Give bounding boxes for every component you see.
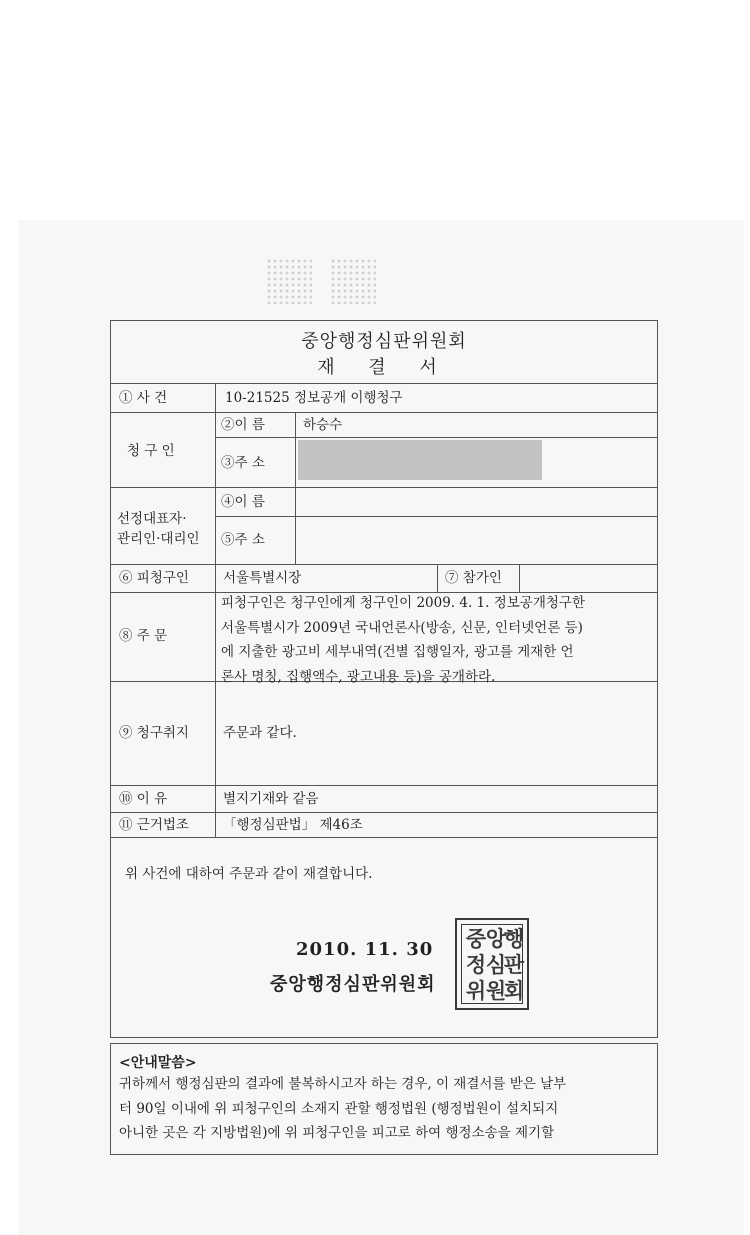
perforation-mark — [330, 258, 376, 304]
claimant-name-value: 하승수 — [303, 417, 343, 433]
decision-statement: 위 사건에 대하여 주문과 같이 재결합니다. — [125, 866, 373, 882]
notice-line: 터 90일 이내에 위 피청구인의 소재지 관할 행정법원 (행정법원이 설치되지 — [119, 1100, 559, 1117]
claimant-label: 청 구 인 — [127, 443, 175, 459]
claimant-address-label: ③주 소 — [221, 455, 265, 471]
decision-date: 2010. 11. 30 — [296, 939, 434, 960]
reason-label: ⑩ 이 유 — [119, 791, 168, 807]
column-divider — [519, 564, 520, 592]
perforation-mark — [266, 258, 312, 304]
row-divider — [111, 564, 657, 565]
row-divider — [111, 837, 657, 838]
row-divider — [215, 516, 657, 517]
org-title: 중앙행정심판위원회 — [301, 331, 467, 352]
redacted-address — [298, 440, 542, 480]
case-value: 10-21525 정보공개 이행청구 — [225, 390, 403, 406]
row-divider — [111, 785, 657, 786]
reason-value: 별지기재와 같음 — [223, 791, 319, 807]
notice-line: 아니한 곳은 각 지방법원)에 위 피청구인을 피고로 하여 행정소송을 제기할 — [119, 1125, 555, 1141]
row-divider — [215, 437, 657, 438]
notice-box — [110, 1043, 658, 1155]
order-line: 피청구인은 청구인에게 청구인이 2009. 4. 1. 정보공개청구한 — [221, 595, 586, 611]
signer-name: 중앙행정심판위원회 — [270, 974, 436, 995]
participant-label: ⑦ 참가인 — [445, 570, 502, 586]
order-line: 론사 명칭, 집행액수, 광고내용 등)을 공개하라. — [221, 668, 496, 685]
form-header — [111, 321, 657, 383]
order-line: 서울특별시가 2009년 국내언론사(방송, 신문, 인터넷언론 등) — [221, 619, 583, 636]
order-line: 에 지출한 광고비 세부내역(건별 집행일자, 광고를 게재한 언 — [221, 644, 574, 660]
representative-address-label: ⑤주 소 — [221, 532, 265, 548]
case-label: ① 사 건 — [119, 390, 168, 406]
representative-label-line2: 관리인·대리인 — [117, 531, 200, 547]
representative-name-label: ④이 름 — [221, 494, 265, 510]
respondent-value: 서울특별시장 — [223, 570, 302, 586]
row-divider — [111, 487, 657, 488]
official-seal: 중 앙 행 정 심 판 위 원 회 — [455, 918, 529, 1010]
notice-body — [119, 1072, 566, 1146]
representative-label-line1: 선정대표자· — [117, 511, 187, 527]
order-label: ⑧ 주 문 — [119, 628, 168, 644]
decision-form — [110, 320, 658, 1038]
claim-purpose-label: ⑨ 청구취지 — [119, 725, 189, 741]
document-title: 재 결 서 — [317, 357, 451, 378]
column-divider — [215, 383, 216, 837]
notice-line: 귀하께서 행정심판의 결과에 불복하시고자 하는 경우, 이 재결서를 받은 날부 — [119, 1076, 567, 1092]
legal-basis-label: ⑪ 근거법조 — [119, 817, 189, 833]
order-text — [221, 591, 585, 689]
row-divider — [111, 383, 657, 384]
claim-purpose-value: 주문과 같다. — [223, 725, 297, 741]
column-divider — [437, 564, 438, 592]
row-divider — [111, 412, 657, 413]
respondent-label: ⑥ 피청구인 — [119, 570, 189, 586]
notice-heading: <안내말씀> — [119, 1055, 197, 1071]
legal-basis-value: 「행정심판법」 제46조 — [223, 817, 363, 833]
row-divider — [111, 812, 657, 813]
column-divider — [295, 412, 296, 564]
claimant-name-label: ②이 름 — [221, 417, 265, 433]
